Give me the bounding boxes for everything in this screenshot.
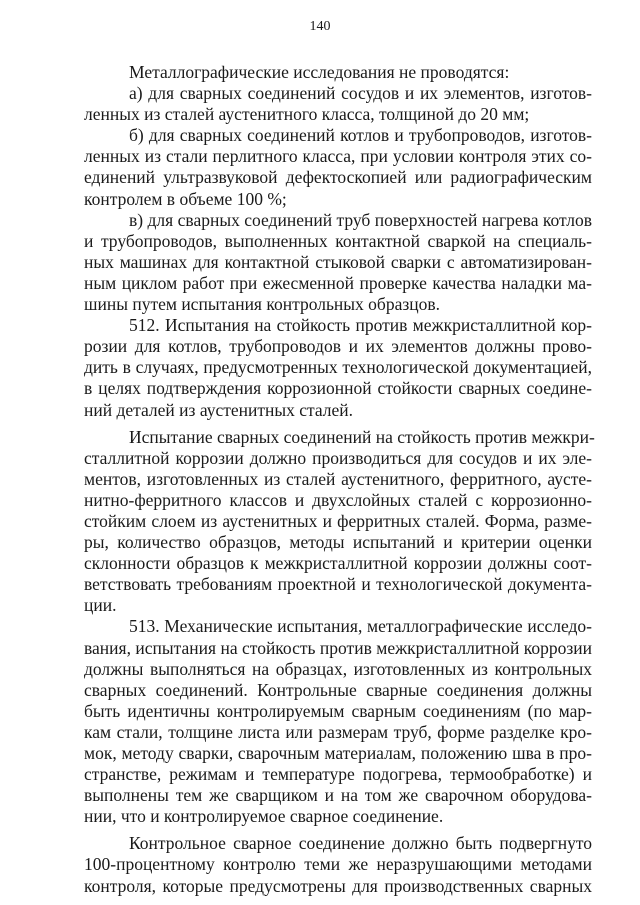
paragraph — [84, 833, 592, 896]
paragraph — [84, 125, 592, 209]
text-line: и трубопроводов, выполненных контактной сваркой на специаль- — [84, 230, 592, 251]
text-line: а) для сварных соединений сосудов и их элементов, изготов- — [129, 83, 592, 104]
text-line: мок, методу сварки, сварочным материалам, положению шва в про- — [84, 743, 592, 763]
text-line: контролем в объеме 100 %; — [84, 188, 287, 209]
text-line: ленных из стали перлитного класса, при условии контроля этих со- — [84, 146, 592, 167]
text-line: кам стали, толщине листа или размерам труб, форме разделке кро- — [84, 721, 592, 742]
paragraph — [84, 426, 595, 617]
text-line: вания, испытания на стойкость против межкристаллитной коррозии — [84, 637, 592, 658]
text-line: 513. Механические испытания, металлографические исследо- — [129, 616, 592, 637]
paragraph — [84, 210, 592, 315]
text-line: Контрольное сварное соединение должно быть подвергнуто — [129, 833, 592, 854]
text-line: склонности образцов к межкристаллитной коррозии должны соот- — [84, 553, 592, 574]
text-line: ным циклом работ при ежесменной проверке качества наладки ма- — [84, 272, 592, 293]
text-line: 100-процентному контролю теми же неразрушающими методами — [84, 854, 592, 875]
text-line: ции. — [84, 595, 117, 616]
text-line: стойким слоем из аустенитных и ферритных сталей. Форма, разме- — [84, 510, 592, 531]
text-line: Испытание сварных соединений на стойкость против межкри- — [129, 426, 595, 447]
text-line: в целях подтверждения коррозионной стойкости сварных соедине- — [84, 378, 592, 399]
text-line: шины путем испытания контрольных образцов. — [84, 294, 441, 315]
text-line: ментов, изготовленных из сталей аустенитного, ферритного, аусте- — [84, 468, 592, 489]
text-line: единений ультразвуковой дефектоскопией или радиографическим — [84, 167, 592, 188]
text-line: должны выполняться на образцах, изготовленных из контрольных — [84, 658, 592, 679]
text-line: розии для котлов, трубопроводов и их элементов должны прово- — [84, 336, 592, 357]
text-line: дить в случаях, предусмотренных технологической документацией, — [84, 357, 592, 378]
text-line: быть идентичны контролируемым сварным соединениям (по мар- — [84, 700, 592, 721]
text-line: контроля, которые предусмотрены для производственных сварных — [84, 875, 592, 896]
text-line: сталлитной коррозии должно производиться для сосудов и их эле- — [84, 447, 592, 468]
paragraph — [84, 616, 592, 827]
text-line: нии, что и контролируемое сварное соединение. — [84, 806, 444, 827]
text-line: 512. Испытания на стойкость против межкристаллитной кор- — [129, 315, 592, 336]
text-line: ры, количество образцов, методы испытаний и критерии оценки — [84, 532, 592, 553]
text-line: выполнены тем же сварщиком и на том же сварочном оборудова- — [84, 785, 592, 806]
text-line: Металлографические исследования не проводятся: — [129, 62, 510, 82]
paragraph — [84, 83, 592, 125]
page-number: 140 — [309, 19, 331, 34]
text-line: б) для сварных соединений котлов и трубопроводов, изготов- — [129, 125, 592, 146]
text-line: в) для сварных соединений труб поверхностей нагрева котлов — [129, 209, 592, 230]
text-line: ленных из сталей аустенитного класса, толщиной до 20 мм; — [84, 104, 530, 125]
text-line: ний деталей из аустенитных сталей. — [84, 399, 354, 420]
document-body — [84, 62, 595, 897]
text-line: ветствовать требованиям проектной и технологической документа- — [84, 574, 592, 595]
text-line: нитно-ферритного классов и двухслойных сталей с коррозионно- — [84, 489, 592, 510]
text-line: ных машинах для контактной стыковой сварки с автоматизирован- — [84, 251, 592, 272]
paragraph — [84, 62, 592, 83]
paragraph — [84, 315, 592, 420]
text-line: сварных соединений. Контрольные сварные соединения должны — [84, 679, 592, 700]
text-line: странстве, режимам и температуре подогрева, термообработке) и — [84, 764, 592, 785]
